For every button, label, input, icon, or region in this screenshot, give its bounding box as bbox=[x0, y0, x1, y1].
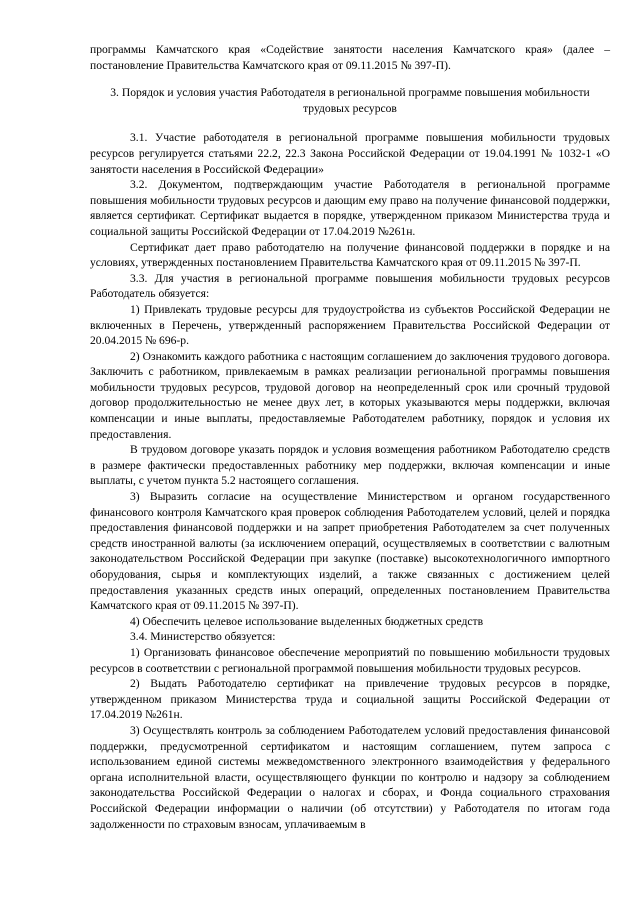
paragraph-3-4-item-2: 2) Выдать Работодателю сертификат на привлечение трудовых ресурсов в порядке, утвержденном приказом Министерства труда и социальной защиты Российской Федерации от 17.04.2019 №261н. bbox=[90, 677, 610, 722]
paragraph-labor-contract: В трудовом договоре указать порядок и условия возмещения работником Работодателю средств в размере фактически предоставленных работнику мер поддержки, включая компенсации и иные выплаты, с учетом пункта 5.2 настоящего соглашения. bbox=[90, 443, 610, 488]
paragraph-3-3-item-1: 1) Привлекать трудовые ресурсы для трудоустройства из субъектов Российской Федерации не включенных в Перечень, утвержденный распоряжением Правительства Российской Федерации от 20.04.2015 № 696-р. bbox=[90, 302, 610, 348]
paragraph-3-3-item-3: 3) Выразить согласие на осуществление Министерством и органом государственного финансового контроля Камчатского края проверок соблюдения Работодателем условий, целей и порядка предоставления финансовой поддержки и на запрет приобретения Работодателем за счет полученных средств иностранной валюты (за исключением операций, осуществляемых в соответствии с валютным законодательством Российской Федерации при закупке (поставке) высокотехнологичного импортного оборудования, сырья и комплектующих изделий, а также связанных с достижением целей предоставления указанных средств иных операций, определенных постановлением Правительства Камчатского края от 09.11.2015 № 397-П). bbox=[90, 490, 610, 613]
paragraph-3-1: 3.1. Участие работодателя в региональной программе повышения мобильности трудовых ресурсов регулируется статьями 22.2, 22.3 Закона Российской Федерации от 19.04.1991 № 1032-1 «О занятости населения в Российской Федерации» bbox=[90, 131, 610, 176]
paragraph-3-4-item-3: 3) Осуществлять контроль за соблюдением Работодателем условий предоставления финансовой поддержки, предусмотренной сертификатом и настоящим соглашением, путем запроса с использованием единой системы межведомственного электронного взаимодействия у федерального органа исполнительной власти, осуществляющего функции по контролю и надзору за соблюдением законодательства Российской Федерации о налогах и сборах, и Фонда социального страхования Российской Федерации информации о наличии (об отсутствии) у Работодателя по итогам года задолженности по страховым взносам, уплачиваемым в bbox=[90, 723, 610, 831]
paragraph-3-4: 3.4. Министерство обязуется: bbox=[130, 630, 276, 644]
paragraph-certificate: Сертификат дает право работодателю на получение финансовой поддержки в порядке и на условиях, утвержденных постановлением Правительства Камчатского края от 09.11.2015 № 397-П. bbox=[90, 240, 610, 270]
document-page bbox=[90, 42, 610, 832]
intro-paragraph: программы Камчатского края «Содействие занятости населения Камчатского края» (далее – постановление Правительства Камчатского края от 09.11.2015 № 397-П). bbox=[90, 43, 610, 72]
paragraph-3-3: 3.3. Для участия в региональной программе повышения мобильности трудовых ресурсов Работодатель обязуется: bbox=[90, 271, 610, 301]
paragraph-3-3-item-2: 2) Ознакомить каждого работника с настоящим соглашением до заключения трудового договора. Заключить с работником, привлекаемым в рамках реализации региональной программы повышения мобильности трудовых ресурсов, трудовой договор на неопределенный срок или срочный трудовой договор продолжительностью не менее двух лет, в которых указываются меры поддержки, включая компенсации и иные выплаты, предоставляемые Работодателем работнику, порядок и условия их предоставления. bbox=[90, 349, 610, 441]
paragraph-3-3-item-4: 4) Обеспечить целевое использование выделенных бюджетных средств bbox=[130, 614, 484, 628]
paragraph-3-2: 3.2. Документом, подтверждающим участие Работодателя в региональной программе повышения мобильности трудовых ресурсов и дающим ему право на получение финансовой поддержки, является сертификат. Сертификат выдается в порядке, утвержденном приказом Министерства труда и социальной защиты Российской Федерации от 17.04.2019 №261н. bbox=[90, 178, 610, 238]
section-title: 3. Порядок и условия участия Работодателя в региональной программе повышения мобильности трудовых ресурсов bbox=[110, 86, 590, 115]
paragraph-3-4-item-1: 1) Организовать финансовое обеспечение мероприятий по повышению мобильности трудовых ресурсов в соответствии с региональной программой повышения мобильности трудовых ресурсов. bbox=[90, 645, 610, 675]
